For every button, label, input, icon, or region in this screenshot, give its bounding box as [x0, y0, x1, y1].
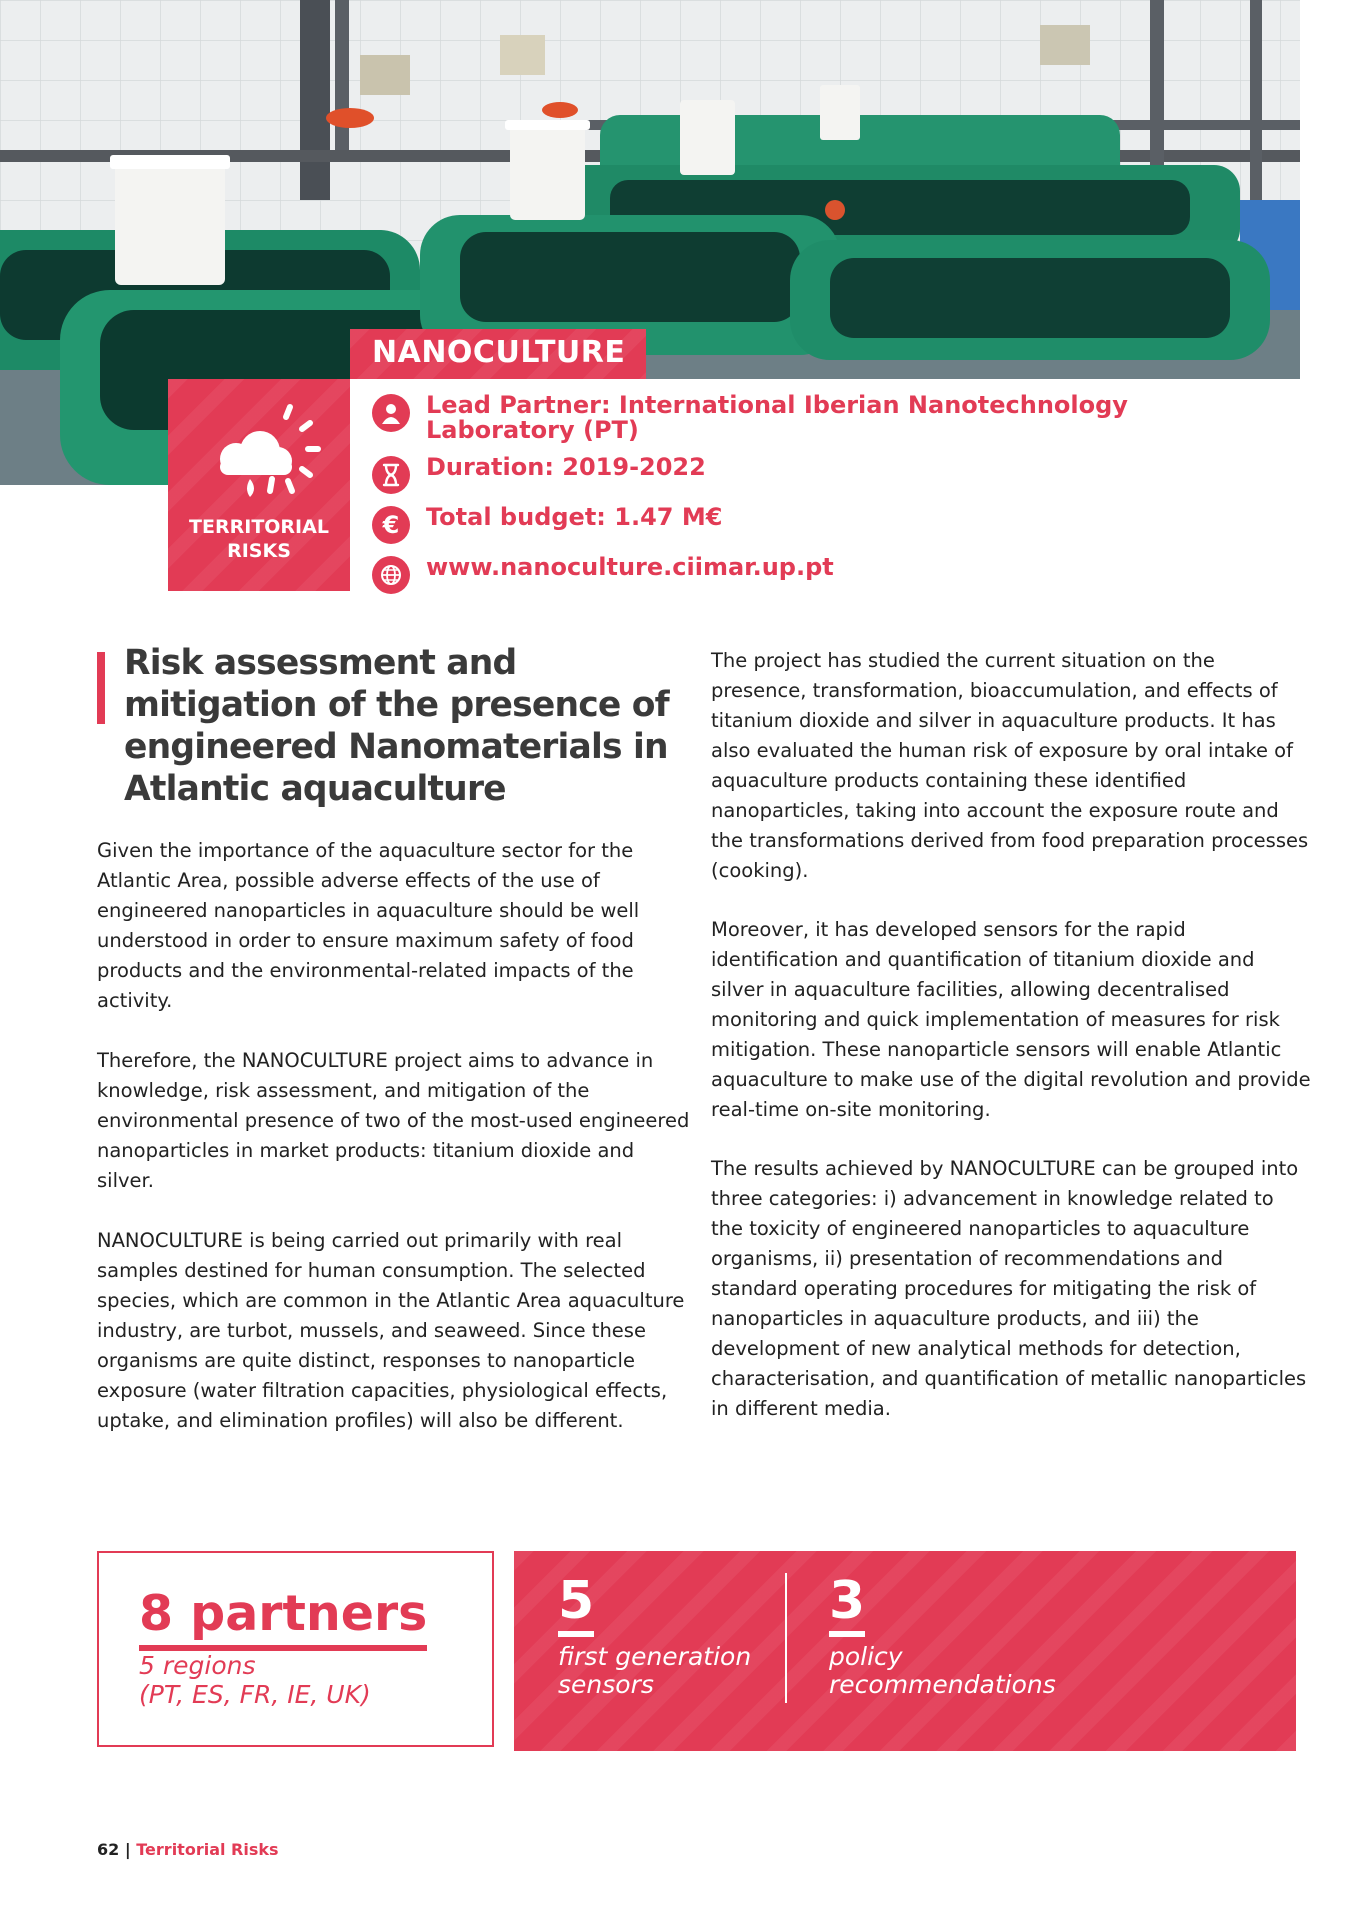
sensors-label-line1: first generation	[558, 1642, 752, 1671]
website-row[interactable]	[372, 555, 834, 594]
lead-partner-row	[372, 393, 1146, 443]
euro-icon: €	[372, 506, 410, 544]
footer-section: Territorial Risks	[136, 1840, 279, 1859]
page-number: 62	[97, 1840, 120, 1859]
sensors-label-line2: sensors	[558, 1670, 654, 1699]
regions-line1: 5 regions	[139, 1651, 256, 1680]
territorial-risks-badge	[168, 379, 350, 591]
policy-label-line1: policy	[829, 1642, 903, 1671]
cloud-sun-rain-icon	[168, 379, 350, 509]
footer-separator: |	[124, 1840, 131, 1859]
left-paragraph-2: Therefore, the NANOCULTURE project aims to advance in knowledge, risk assessment, and mitigation of the environmental presence of two of the most-used engineered nanoparticles in market products: titanium dioxide and silver.	[97, 1049, 690, 1192]
duration-row	[372, 455, 706, 494]
regions-text	[139, 1651, 371, 1709]
duration-text: Duration: 2019-2022	[426, 453, 706, 481]
left-paragraph-3: NANOCULTURE is being carried out primarily with real samples destined for human consumption. The selected species, which are common in the Atlantic Area aquaculture industry, are turbot, mussels, and seaweed. Since these organisms are quite distinct, responses to nanoparticle exposure (water filtration capacities, physiological effects, uptake, and elimination profiles) will also be different.	[97, 1229, 685, 1432]
budget-row	[372, 505, 722, 544]
partners-count: 8 partners	[139, 1583, 427, 1651]
right-paragraph-2: Moreover, it has developed sensors for the rapid identification and quantification of titanium dioxide and silver in aquaculture facilities, allowing decentralised monitoring and quick implementation of measures for risk mitigation. These nanoparticle sensors will enable Atlantic aquaculture to make use of the digital revolution and provide real-time on-site monitoring.	[711, 918, 1311, 1121]
regions-line2: (PT, ES, FR, IE, UK)	[139, 1680, 371, 1709]
outputs-box	[514, 1551, 1296, 1751]
partners-box	[97, 1551, 494, 1747]
hourglass-icon	[372, 456, 410, 494]
website-link[interactable]: www.nanoculture.ciimar.up.pt	[426, 553, 834, 581]
page-footer	[97, 1840, 279, 1859]
right-paragraph-1: The project has studied the current situation on the presence, transformation, bioaccumulation, and effects of titanium dioxide and silver in aquaculture products. It has also evaluated the human risk of exposure by oral intake of aquaculture products containing these identified nanoparticles, taking into account the exposure route and the transformations derived from food preparation processes (cooking).	[711, 649, 1309, 882]
sensors-count: 5	[558, 1571, 594, 1637]
sensors-label	[558, 1643, 751, 1699]
left-paragraph-1: Given the importance of the aquaculture sector for the Atlantic Area, possible adverse effects of the use of engineered nanoparticles in aquaculture should be well understood in order to ensure maximum safety of food products and the environmental-related impacts of the activity.	[97, 839, 640, 1012]
title-accent-bar	[97, 652, 105, 724]
article-title: Risk assessment and mitigation of the presence of engineered Nanomaterials in Atlantic aquaculture	[124, 643, 669, 809]
policy-label-line2: recommendations	[829, 1670, 1056, 1699]
policy-count: 3	[829, 1571, 865, 1637]
globe-icon	[372, 556, 410, 594]
person-icon	[372, 394, 410, 432]
policy-label	[829, 1643, 1056, 1699]
right-paragraph-3: The results achieved by NANOCULTURE can be grouped into three categories: i) advancement in knowledge related to the toxicity of engineered nanoparticles to aquaculture organisms, ii) presentation of recommendations and standard operating procedures for mitigating the risk of nanoparticles in aquaculture products, and iii) the development of new analytical methods for detection, characterisation, and quantification of metallic nanoparticles in different media.	[711, 1157, 1307, 1420]
budget-text: Total budget: 1.47 M€	[426, 503, 723, 531]
project-name: NANOCULTURE	[372, 335, 626, 370]
lead-partner-text: Lead Partner: International Iberian Nanotechnology Laboratory (PT)	[426, 391, 1128, 444]
badge-label-line1: TERRITORIAL	[189, 516, 329, 538]
stats-divider	[785, 1573, 787, 1703]
badge-label-line2: RISKS	[227, 540, 291, 562]
project-name-tag	[350, 329, 646, 379]
